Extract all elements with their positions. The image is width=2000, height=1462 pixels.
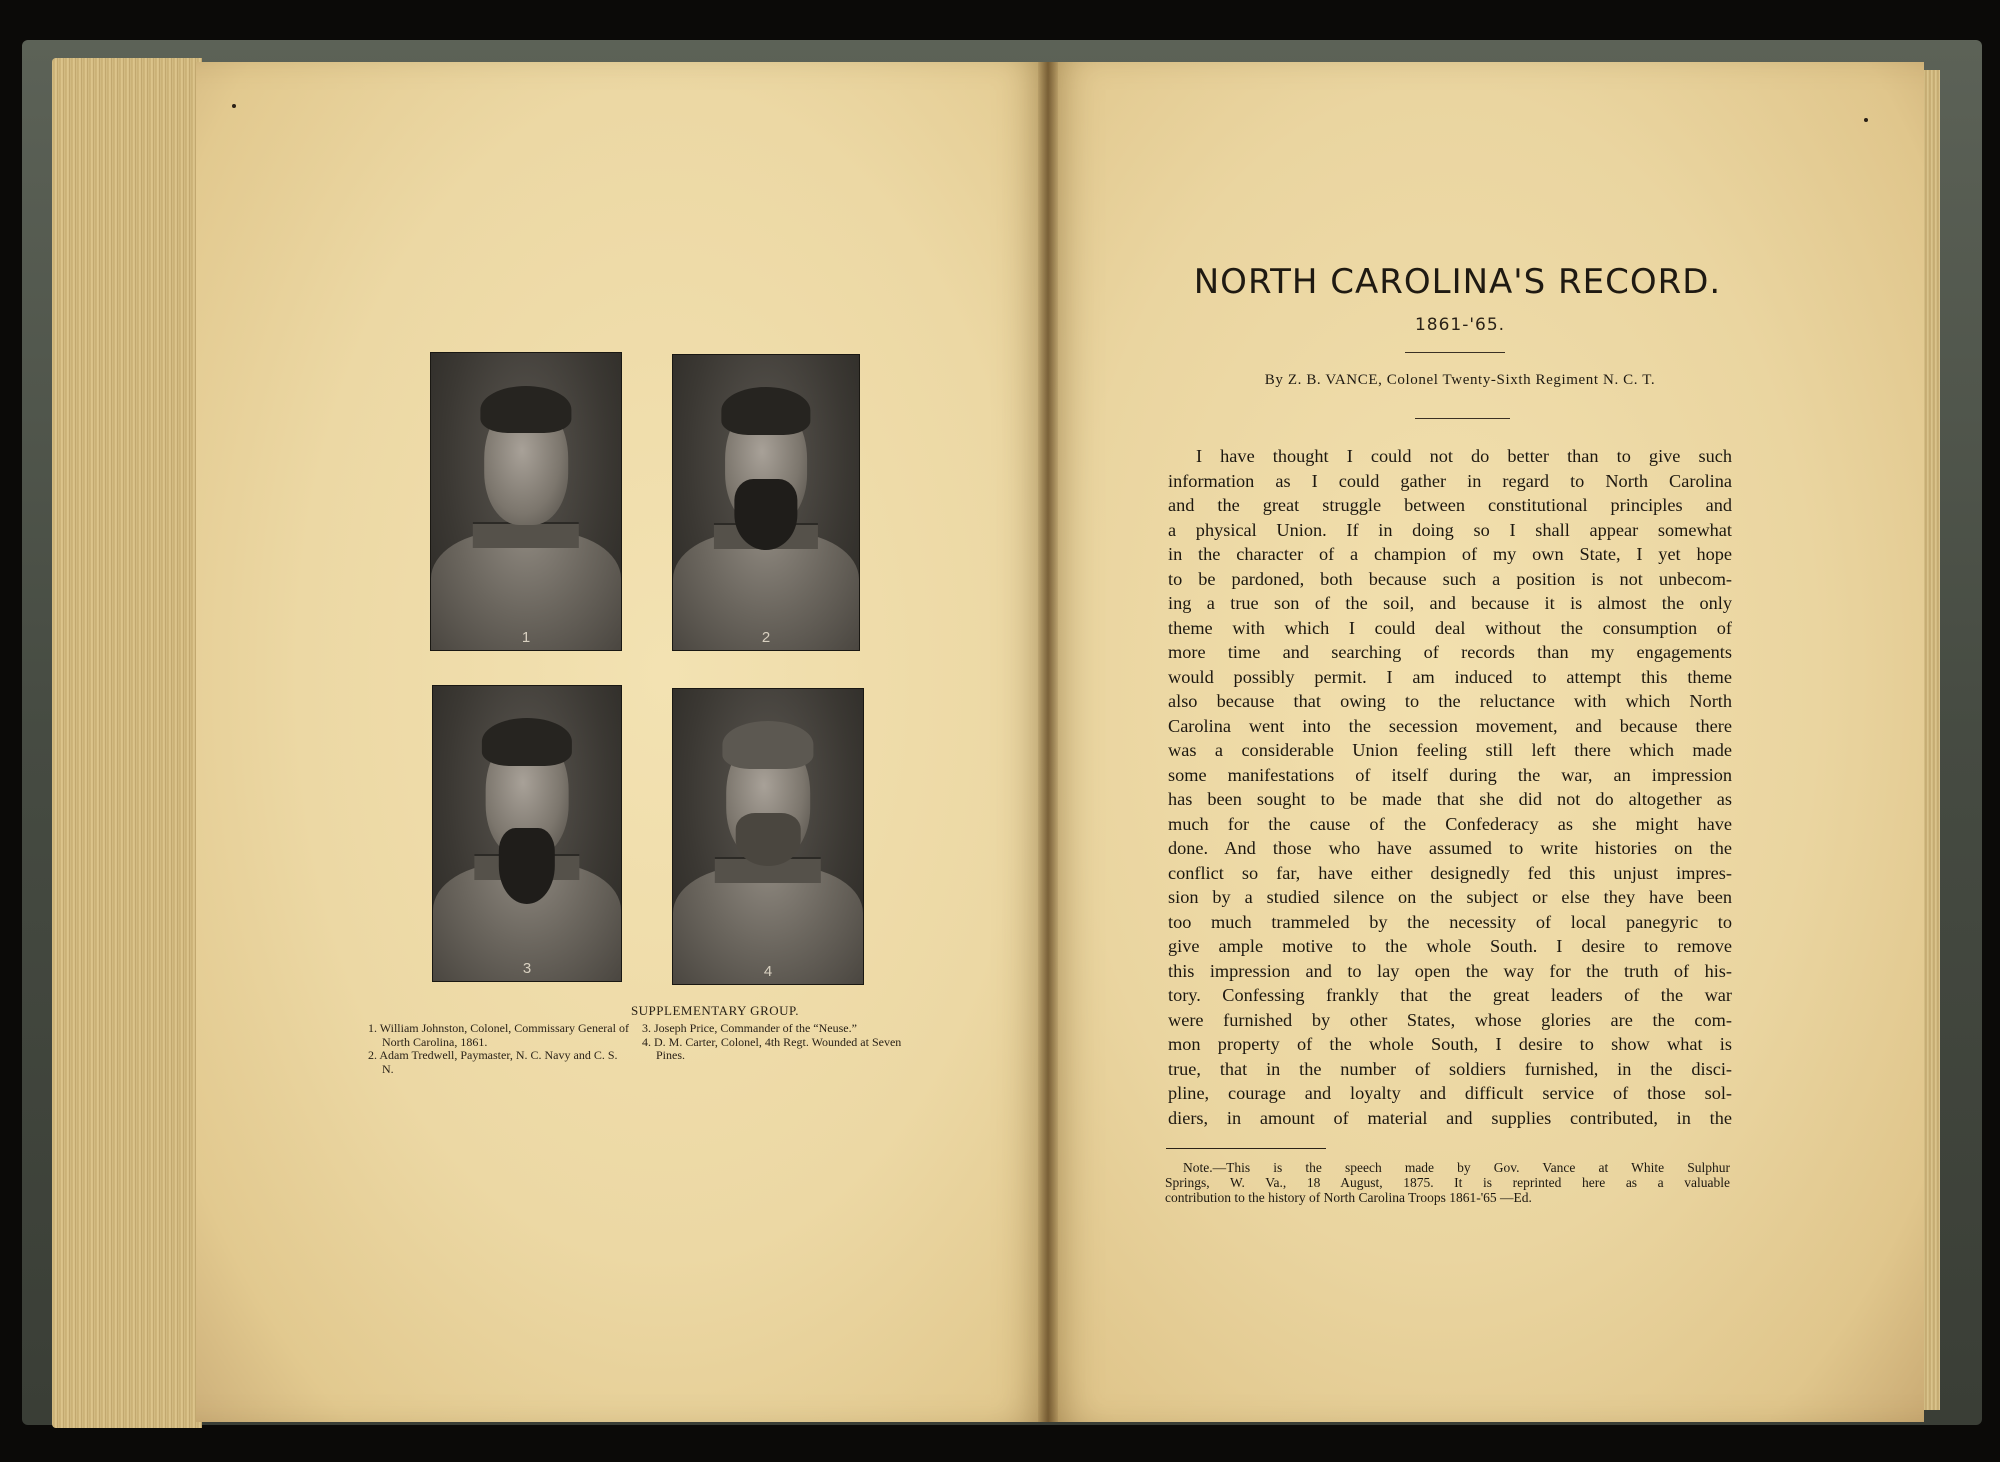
body-line: give ample motive to the whole South. I desire to remove (1168, 936, 1732, 956)
portrait-number: 1 (521, 629, 531, 646)
body-line: and the great struggle between constitutional principles and (1168, 495, 1732, 515)
body-line: ing a true son of the soil, and because it is almost the only (1168, 593, 1732, 613)
body-line: Carolina went into the secession movement, and because there (1168, 715, 1732, 736)
caption-item: 1. William Johnston, Colonel, Commissary General of North Carolina, 1861. (368, 1021, 629, 1049)
body-line: has been sought to be made that she did not do altogether as (1168, 789, 1732, 809)
book-gutter (1038, 62, 1058, 1422)
body-line: true, that in the number of soldiers furnished, in the disci- (1168, 1058, 1732, 1079)
body-line: in the character of a champion of my own State, I yet hope (1168, 544, 1732, 564)
caption-right-column (642, 1022, 920, 1063)
body-line: too much trammeled by the necessity of local panegyric to (1168, 911, 1732, 932)
body-line: was a considerable Union feeling still left there which made (1168, 740, 1732, 760)
body-line: much for the cause of the Confederacy as she might have (1168, 813, 1732, 834)
body-line: more time and searching of records than my engagements (1168, 642, 1732, 662)
page-mark (232, 104, 236, 108)
left-page (196, 62, 1048, 1422)
note-rule (1166, 1148, 1326, 1149)
body-line: would possibly permit. I am induced to attempt this theme (1168, 666, 1732, 687)
portrait-number: 4 (763, 963, 773, 980)
page-mark (1864, 118, 1868, 122)
note-line: contribution to the history of North Carolina Troops 1861-'65 —Ed. (1165, 1190, 1532, 1205)
body-line: a physical Union. If in doing so I shall appear somewhat (1168, 519, 1732, 540)
body-line: diers, in amount of material and supplies contributed, in the (1168, 1107, 1732, 1128)
note-line: Springs, W. Va., 18 August, 1875. It is reprinted here as a valuable (1165, 1175, 1730, 1190)
byline-rule (1415, 418, 1510, 419)
note-line: Note.—This is the speech made by Gov. Vance at White Sulphur (1183, 1160, 1730, 1175)
body-line: pline, courage and loyalty and difficult service of those sol- (1168, 1083, 1732, 1103)
caption-item: 4. D. M. Carter, Colonel, 4th Regt. Wounded at Seven Pines. (642, 1034, 902, 1062)
article-years: 1861-'65. (1414, 315, 1506, 335)
body-line: to be pardoned, both because such a position is not unbecom- (1168, 568, 1732, 589)
caption-left-column (368, 1022, 630, 1076)
body-line: theme with which I could deal without the consumption of (1168, 617, 1732, 638)
body-line: done. And those who have assumed to write histories on the (1168, 838, 1732, 858)
body-line: also because that owing to the reluctance with which North (1168, 691, 1732, 711)
body-line: were furnished by other States, whose glories are the com- (1168, 1009, 1732, 1030)
portrait-2 (672, 354, 860, 651)
body-line: sion by a studied silence on the subject or else they have been (1168, 887, 1732, 907)
body-line: this impression and to lay open the way for the truth of his- (1168, 960, 1732, 981)
portrait-number: 2 (761, 629, 771, 646)
caption-item: 2. Adam Tredwell, Paymaster, N. C. Navy and C. S. N. (368, 1048, 618, 1076)
portrait-4 (672, 688, 864, 985)
portrait-3 (432, 685, 622, 982)
body-line: tory. Confessing frankly that the great leaders of the war (1168, 985, 1732, 1005)
body-line: some manifestations of itself during the war, an impression (1168, 764, 1732, 785)
portrait-number: 3 (522, 960, 532, 977)
caption-title: SUPPLEMENTARY GROUP. (630, 1003, 800, 1018)
caption-item: 3. Joseph Price, Commander of the “Neuse.” (642, 1021, 857, 1035)
body-line: mon property of the whole South, I desire to show what is (1168, 1034, 1732, 1054)
article-body (1168, 444, 1732, 1130)
article-byline: By Z. B. VANCE, Colonel Twenty-Sixth Regiment N. C. T. (1264, 372, 1656, 388)
title-rule (1405, 352, 1505, 353)
page-edges-left (52, 58, 202, 1428)
body-line: information as I could gather in regard to North Carolina (1168, 470, 1732, 491)
footnote (1165, 1160, 1730, 1205)
article-title: NORTH CAROLINA'S RECORD. (1193, 262, 1722, 302)
portrait-1 (430, 352, 622, 651)
body-line: conflict so far, have either designedly fed this unjust impres- (1168, 862, 1732, 883)
body-line: I have thought I could not do better than to give such (1196, 446, 1732, 466)
